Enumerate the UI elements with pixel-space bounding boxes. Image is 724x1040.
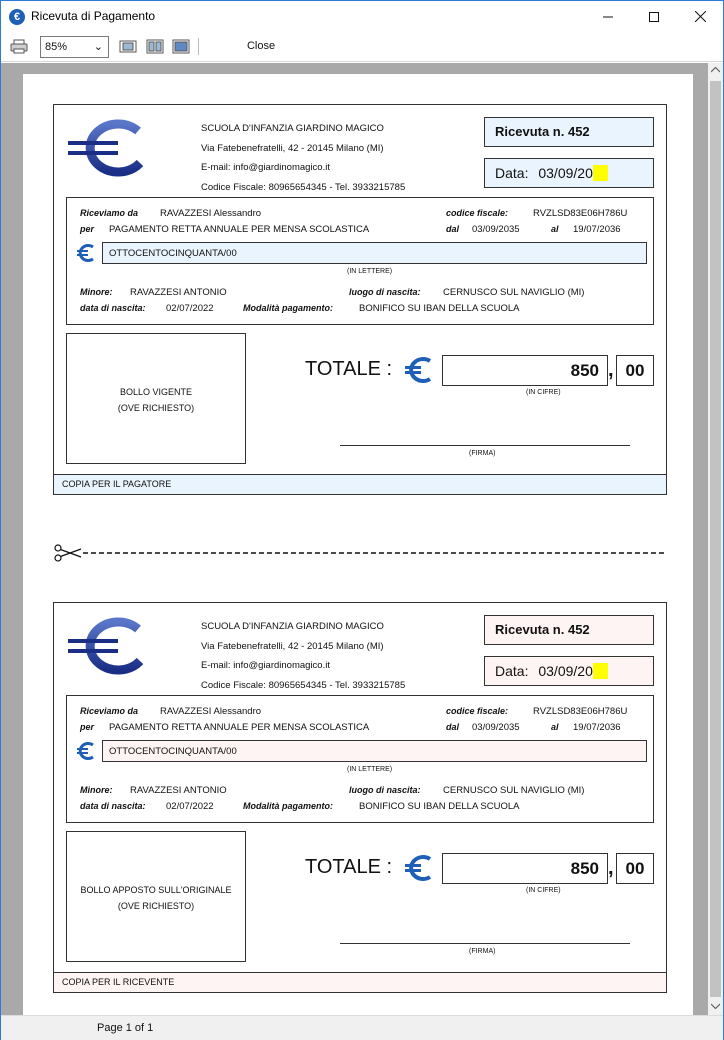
payer-name: RAVAZZESI Alessandro bbox=[160, 706, 262, 717]
toolbar-separator bbox=[198, 38, 199, 55]
date-redaction bbox=[593, 165, 609, 181]
page-width-icon[interactable] bbox=[146, 39, 164, 54]
amount-in-words: OTTOCENTOCINQUANTA/00 bbox=[102, 740, 647, 762]
school-info bbox=[201, 119, 405, 197]
euro-logo-icon bbox=[68, 617, 148, 675]
from-value: 03/09/2035 bbox=[472, 224, 520, 235]
tax-code-label: codice fiscale: bbox=[446, 208, 509, 218]
payment-method-label: Modalità pagamento: bbox=[243, 303, 334, 313]
signature-line bbox=[340, 943, 630, 944]
from-label: dal bbox=[446, 224, 460, 234]
purpose-label: per bbox=[80, 722, 95, 732]
euro-icon bbox=[76, 243, 96, 263]
minimize-button[interactable] bbox=[585, 1, 631, 32]
chevron-down-icon: ⌄ bbox=[93, 41, 103, 53]
maximize-button[interactable] bbox=[631, 1, 677, 32]
minimize-icon bbox=[603, 12, 613, 22]
stamp-box bbox=[66, 831, 246, 962]
title-bar bbox=[1, 1, 723, 32]
toolbar bbox=[1, 32, 723, 62]
birth-place-label: luogo di nascita: bbox=[349, 785, 421, 795]
purpose-label: per bbox=[80, 224, 95, 234]
signature-caption: (FIRMA) bbox=[469, 948, 496, 955]
signature-line bbox=[340, 445, 630, 446]
in-figures-caption: (IN CIFRE) bbox=[526, 887, 561, 894]
to-label: al bbox=[551, 722, 559, 732]
total-cents: 00 bbox=[616, 355, 654, 386]
scroll-down-arrow-icon[interactable] bbox=[711, 1003, 720, 1009]
minor-label: Minore: bbox=[80, 785, 113, 795]
scroll-up-arrow-icon[interactable] bbox=[711, 67, 720, 73]
receipt-date bbox=[484, 656, 654, 686]
signature-caption: (FIRMA) bbox=[469, 450, 496, 457]
decimal-separator: , bbox=[608, 359, 614, 381]
tax-code-label: codice fiscale: bbox=[446, 706, 509, 716]
to-label: al bbox=[551, 224, 559, 234]
stamp-line-2: (OVE RICHIESTO) bbox=[117, 901, 195, 911]
total-label: TOTALE : bbox=[305, 856, 393, 878]
total-label: TOTALE : bbox=[305, 358, 393, 380]
receipt-payer-copy bbox=[53, 104, 667, 495]
in-words-caption: (IN LETTERE) bbox=[347, 268, 393, 275]
print-icon[interactable] bbox=[10, 39, 28, 54]
minor-name: RAVAZZESI ANTONIO bbox=[130, 785, 227, 796]
received-from-label: Riceviamo da bbox=[80, 208, 139, 218]
total-cents: 00 bbox=[616, 853, 654, 884]
copy-label: COPIA PER IL RICEVENTE bbox=[53, 972, 667, 993]
birth-date-label: data di nascita: bbox=[80, 801, 146, 811]
stamp-line-1: BOLLO APPOSTO SULL'ORIGINALE bbox=[80, 885, 232, 895]
cut-line bbox=[53, 544, 667, 562]
page-indicator: Page 1 of 1 bbox=[97, 1022, 154, 1034]
birth-place-value: CERNUSCO SUL NAVIGLIO (MI) bbox=[443, 287, 585, 298]
from-value: 03/09/2035 bbox=[472, 722, 520, 733]
stamp-box bbox=[66, 333, 246, 464]
total-amount: 850 bbox=[442, 355, 608, 386]
birth-place-value: CERNUSCO SUL NAVIGLIO (MI) bbox=[443, 785, 585, 796]
tax-code-value: RVZLSD83E06H786U bbox=[533, 706, 628, 717]
payment-method-label: Modalità pagamento: bbox=[243, 801, 334, 811]
stamp-line-2: (OVE RICHIESTO) bbox=[117, 403, 195, 413]
close-button[interactable]: Close bbox=[246, 40, 276, 52]
stamp-line-1: BOLLO VIGENTE bbox=[119, 387, 193, 397]
receipt-date bbox=[484, 158, 654, 188]
payer-name: RAVAZZESI Alessandro bbox=[160, 208, 262, 219]
preview-area bbox=[1, 63, 708, 1015]
date-value: 03/09/20 bbox=[538, 165, 593, 181]
payment-details bbox=[66, 197, 654, 325]
received-from-label: Riceviamo da bbox=[80, 706, 139, 716]
date-value: 03/09/20 bbox=[538, 663, 593, 679]
vertical-scrollbar[interactable] bbox=[708, 63, 723, 1015]
school-info bbox=[201, 617, 405, 695]
payment-details bbox=[66, 695, 654, 823]
scissors-icon bbox=[55, 545, 81, 561]
in-words-caption: (IN LETTERE) bbox=[347, 766, 393, 773]
school-address: Via Fatebenefratelli, 42 - 20145 Milano (MI) bbox=[201, 142, 384, 154]
date-label: Data: bbox=[495, 663, 529, 679]
school-name: SCUOLA D'INFANZIA GIARDINO MAGICO bbox=[201, 123, 384, 134]
total-amount: 850 bbox=[442, 853, 608, 884]
from-label: dal bbox=[446, 722, 460, 732]
birth-date-label: data di nascita: bbox=[80, 303, 146, 313]
total-euro-icon bbox=[404, 355, 434, 385]
in-figures-caption: (IN CIFRE) bbox=[526, 389, 561, 396]
receipt-number: Ricevuta n. 452 bbox=[484, 117, 654, 147]
tax-code-value: RVZLSD83E06H786U bbox=[533, 208, 628, 219]
full-page-icon[interactable] bbox=[172, 39, 190, 54]
status-bar bbox=[1, 1015, 723, 1040]
amount-in-words: OTTOCENTOCINQUANTA/00 bbox=[102, 242, 647, 264]
school-email: E-mail: info@giardinomagico.it bbox=[201, 162, 330, 173]
school-tax: Codice Fiscale: 80965654345 - Tel. 3933215785 bbox=[201, 679, 406, 691]
one-page-icon[interactable] bbox=[119, 39, 137, 54]
date-redaction bbox=[593, 663, 609, 679]
zoom-select[interactable] bbox=[40, 36, 109, 58]
purpose-value: PAGAMENTO RETTA ANNUALE PER MENSA SCOLASTICA bbox=[109, 224, 370, 235]
birth-place-label: luogo di nascita: bbox=[349, 287, 421, 297]
school-tax: Codice Fiscale: 80965654345 - Tel. 3933215785 bbox=[201, 181, 406, 193]
receipt-receiver-copy bbox=[53, 602, 667, 993]
euro-icon bbox=[76, 741, 96, 761]
minor-label: Minore: bbox=[80, 287, 113, 297]
purpose-value: PAGAMENTO RETTA ANNUALE PER MENSA SCOLASTICA bbox=[109, 722, 370, 733]
decimal-separator: , bbox=[608, 857, 614, 879]
school-address: Via Fatebenefratelli, 42 - 20145 Milano (MI) bbox=[201, 640, 384, 652]
payment-method-value: BONIFICO SU IBAN DELLA SCUOLA bbox=[359, 801, 520, 812]
window-title: Ricevuta di Pagamento bbox=[31, 9, 156, 23]
maximize-icon bbox=[649, 12, 659, 22]
birth-date-value: 02/07/2022 bbox=[166, 303, 214, 314]
euro-logo-icon bbox=[68, 119, 148, 177]
close-icon bbox=[695, 11, 706, 22]
school-name: SCUOLA D'INFANZIA GIARDINO MAGICO bbox=[201, 621, 384, 632]
payment-method-value: BONIFICO SU IBAN DELLA SCUOLA bbox=[359, 303, 520, 314]
zoom-value: 85% bbox=[45, 41, 68, 53]
print-page bbox=[23, 74, 693, 1015]
euro-app-icon: € bbox=[9, 9, 25, 25]
birth-date-value: 02/07/2022 bbox=[166, 801, 214, 812]
copy-label: COPIA PER IL PAGATORE bbox=[53, 474, 667, 495]
scrollbar-thumb[interactable] bbox=[710, 81, 721, 997]
school-email: E-mail: info@giardinomagico.it bbox=[201, 660, 330, 671]
date-label: Data: bbox=[495, 165, 529, 181]
to-value: 19/07/2036 bbox=[573, 224, 621, 235]
total-euro-icon bbox=[404, 853, 434, 883]
minor-name: RAVAZZESI ANTONIO bbox=[130, 287, 227, 298]
receipt-number: Ricevuta n. 452 bbox=[484, 615, 654, 645]
close-window-button[interactable] bbox=[677, 1, 723, 32]
to-value: 19/07/2036 bbox=[573, 722, 621, 733]
